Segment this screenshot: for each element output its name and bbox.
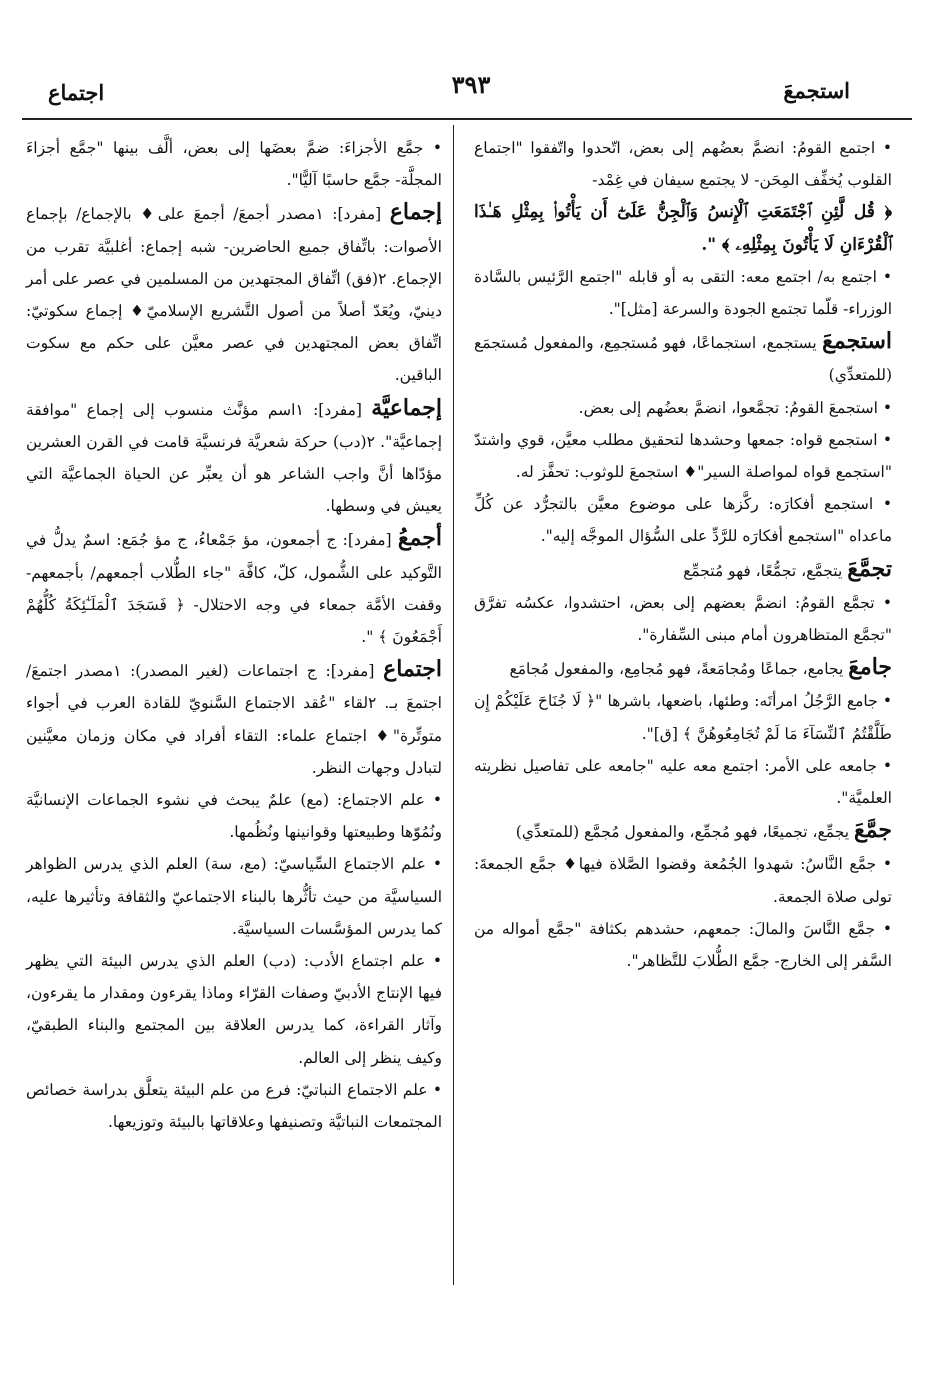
entry-paragraph: • استجمعَ القومُ: تجمَّعوا، انضمَّ بعضُهم إلى بعض. <box>578 398 892 417</box>
entry-paragraph: • علم اجتماع الأدب: (دب) العلم الذي يدرس البيئة التي يظهر فيها الإنتاج الأدبيّ وصفات القرّاء وماذا يقرءون ومقدار ما يقرءون، وآثار القراءة، كما يدرس العلاقة بين المجتمع والبناء الطبقيّ، وكيف ينظر إلى العالم. <box>26 952 442 1067</box>
entry-paragraph: • جامع الرَّجُلُ امرأتَه: وطئها، باضعها، باشرها "﴿ لَا جُنَاحَ عَلَيْكُمْ إِن طَلَّقْتُمُ ٱلنِّسَآءَ مَا لَمْ تُجَامِعُوهُنَّ ﴾ [ق]". <box>474 692 892 743</box>
entry-paragraph: تجمَّعَ يتجمَّع، تجمُّعًا، فهو مُتجمِّع <box>683 555 892 582</box>
header-guide-word-first: استجمعَ <box>783 78 850 103</box>
entry-paragraph: • اجتمع القومُ: انضمَّ بعضُهم إلى بعض، اتّحدوا واتّفقوا "اجتماع القلوب يُخفِّف المِحَن- لا يجتمع سيفان في غِمْد- <box>474 139 892 190</box>
headword: تجمَّعَ <box>847 555 892 582</box>
entry-paragraph: • جمَّع النَّاسُ: شهدوا الجُمُعة وقضوا الصَّلاة فيها♦ جمَّع الجمعةَ: تولى صلاة الجمعة. <box>474 855 892 906</box>
headword: جامعَ <box>848 654 892 681</box>
headword: جمَّعَ <box>853 817 892 844</box>
entry-paragraph: • جامعه على الأمر: اجتمع معه عليه "جامعه على تفاصيل نظريته العلميَّة". <box>474 756 892 808</box>
header-rule <box>22 118 912 120</box>
entry-paragraph: استجمعَ يستجمع، استجماعًا، فهو مُستجمِع، والمفعول مُستجمَع (للمتعدِّي) <box>474 328 892 385</box>
entry-paragraph: • جمَّع النَّاسَ والمالَ: جمعهم، حشدهم بكثافة "جمَّع أمواله من السَّفر إلى الخارج- جمَّع الطُّلابَ للتَّظاهر". <box>474 919 892 971</box>
entry-paragraph: جامعَ يجامع، جماعًا ومُجامَعةً، فهو مُجامِع، والمفعول مُجامَع <box>509 654 892 681</box>
entry-paragraph: إجماع [مفرد]: ١مصدر أجمعَ/ أجمعَ على♦ بالإجماع/ بإجماع الأصوات: باتِّفاق جميع الحاضرين- شبه إجماع: أغلبيَّة تقرب من الإجماع. ٢(فق) اتِّفاق المجتهدين من المسلمين في عصر على أمر دينيّ، ويُعَدّ أصلاً من أصول التَّشريع الإسلاميّ♦ إجماع سكوتيّ: اتِّفاق بعض المجتهدين في عصر معيَّن على حكم مع سكوت الباقين. <box>26 199 442 385</box>
entry-paragraph: • علم الاجتماع السِّياسيّ: (مع، سة) العلم الذي يدرس الظواهر السياسيَّة من حيث تأثُّرها بالبناء الاجتماعيّ والثقافة وتأثيرها عليه، كما يدرس المؤسَّسات السياسيَّة. <box>26 855 442 938</box>
entry-paragraph: • اجتمع به/ اجتمع معه: التقى به أو قابله "اجتمع الرَّئيس بالسَّادة الوزراء- قلّما تجتمع الجودة والسرعة [مثل]". <box>474 267 892 319</box>
entry-paragraph: • استجمع قواه: جمعها وحشدها لتحقيق مطلب معيَّن، قوي واشتدّ "استجمع قواه لمواصلة السير"♦ استجمعَ للوثوب: تحفَّز له. <box>474 430 892 482</box>
column-divider <box>453 125 454 1285</box>
left-column <box>26 132 442 1138</box>
entry-paragraph: اجتماع [مفرد]: ج اجتماعات (لغير المصدر): ١مصدر اجتمعَ/ اجتمعَ بـ. ٢لقاء "عُقد الاجتماع السَّنويّ للقادة العرب في أجواء متوتِّرة"♦ اجتماع علماء: التقاء أفراد في مكان وزمان معيَّنين لتبادل وجهات النظر. <box>26 656 442 777</box>
entry-paragraph: • تجمَّع القومُ: انضمَّ بعضهم إلى بعض، احتشدوا، عكسُه تفرَّق "تجمَّع المتظاهرون أمام مبنى السِّفارة". <box>474 593 892 645</box>
page-header <box>30 66 912 118</box>
entry-paragraph: • جمَّع الأجزاءَ: ضمَّ بعضَها إلى بعض، ألَّف بينها "جمَّع أجزاءَ المجلَّة- جمَّع حاسبًا آليًّا". <box>26 139 442 190</box>
entry-paragraph: • استجمع أفكارَه: ركَّزها على موضوع معيَّن بالتجرُّد عن كُلِّ ماعداه "استجمع أفكارَه للرَّدِّ على السُّؤال الموجَّه إليه". <box>474 495 892 546</box>
headword: استجمعَ <box>822 328 892 355</box>
page-number: ٣٩٣ <box>451 70 491 99</box>
header-guide-word-last: اجتماع <box>48 80 105 105</box>
quran-quote: ﴿ قُل لَّئِنِ ٱجْتَمَعَتِ ٱلْإِنسُ وَٱلْجِنُّ عَلَىٰٓ أَن يَأْتُوا۟ بِمِثْلِ هَـٰذَا ٱلْقُرْءَانِ لَا يَأْتُونَ بِمِثْلِهِۦ ﴾ ". <box>474 202 892 255</box>
entry-paragraph: أجمعُ [مفرد]: ج أجمعون، مؤ جَمْعاءُ، ج مؤ جُمَع: اسمٌ يدلُّ في التَّوكيد على الشُّمول، كلّ، كافَّة "جاء الطُّلاب أجمعهم/ بأجمعهم- وقفت الأمَّة جمعاء في وجه الاحتلال- ﴿ فَسَجَدَ ٱلْمَلَـٰٓئِكَةُ كُلُّهُمْ أَجْمَعُونَ ﴾ ". <box>26 525 442 647</box>
headword: اجتماع <box>383 656 442 683</box>
entry-paragraph: جمَّعَ يجمِّع، تجميعًا، فهو مُجمِّع، والمفعول مُجمَّع (للمتعدِّي) <box>515 817 892 844</box>
right-column <box>474 132 892 977</box>
entry-paragraph: إجماعيَّة [مفرد]: ١اسم مؤنَّث منسوب إلى إجماع "موافقة إجماعيَّة". ٢(دب) حركة شعريَّة فرنسيَّة قامت في القرن العشرين مؤدّاها أنَّ واجب الشاعر هو أن يعبِّر عن الحياة الجماعيَّة التي يعيش في وسطها. <box>26 394 443 516</box>
headword: إجماع <box>389 199 442 226</box>
headword: إجماعيَّة <box>371 394 442 421</box>
entry-paragraph: • علم الاجتماع النباتيّ: فرع من علم البيئة يتعلَّق بدراسة خصائص المجتمعات النباتيَّة وتصنيفها وعلاقاتها بالبيئة وتوزيعها. <box>26 1080 442 1132</box>
headword: أجمعُ <box>397 525 442 552</box>
entry-paragraph: • علم الاجتماع: (مع) علمٌ يبحث في نشوء الجماعات الإنسانيَّة ونُمُوّها وطبيعتها وقوانينها ونُظُمها. <box>26 791 442 842</box>
